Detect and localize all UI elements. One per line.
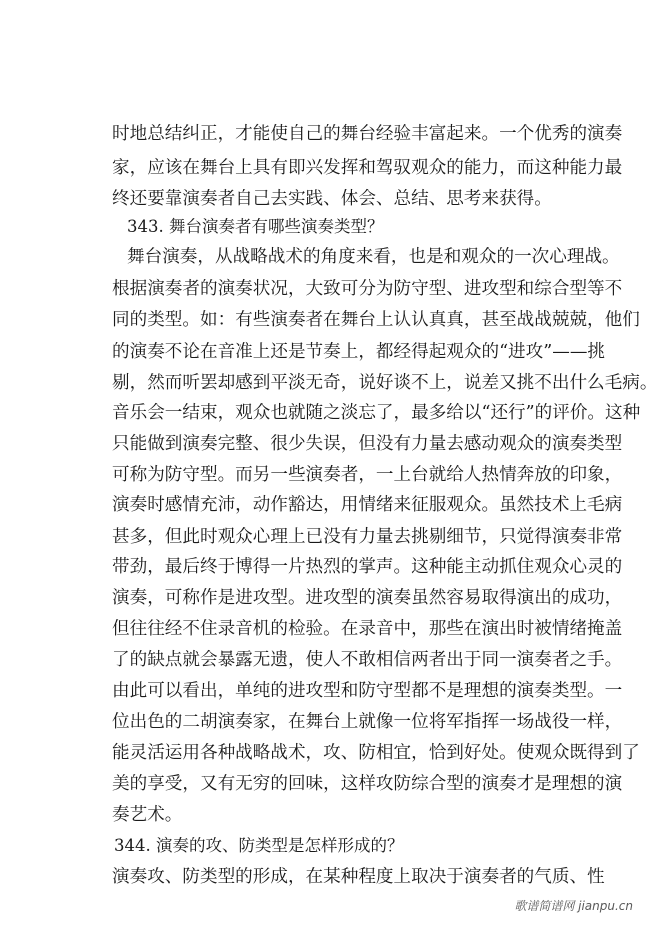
section-heading-344: 344. 演奏的攻、防类型是怎样形成的？: [114, 836, 404, 855]
text-line: 甚多，但此时观众心理上已没有力量去挑剔细节，只觉得演奏非常: [112, 527, 623, 547]
text-line: 时地总结纠正，才能使自己的舞台经验丰富起来。一个优秀的演奏: [112, 124, 623, 144]
text-line: 同的类型。如：有些演奏者在舞台上认认真真，甚至战战兢兢，他们: [112, 310, 640, 330]
text-line: 美的享受，又有无穷的回味，这样攻防综合型的演奏才是理想的演: [112, 774, 623, 794]
text-line: 演奏时感情充沛，动作豁达，用情绪来征服观众。虽然技术上毛病: [112, 495, 623, 515]
text-line: 可称为防守型。而另一些演奏者，一上台就给人热情奔放的印象，: [112, 465, 623, 485]
text-line: 奏艺术。: [112, 805, 183, 825]
text-line: 位出色的二胡演奏家，在舞台上就像一位将军指挥一场战役一样，: [112, 712, 623, 732]
section-heading-343: 343. 舞台演奏者有哪些演奏类型？: [127, 217, 384, 236]
text-line: 音乐会一结束，观众也就随之淡忘了，最多给以“还行”的评价。这种: [112, 403, 641, 423]
text-line: 家，应该在舞台上具有即兴发挥和驾驭观众的能力，而这种能力最: [112, 158, 623, 178]
text-line: 的演奏不论在音准上还是节奏上，都经得起观众的“进攻”——挑: [112, 342, 606, 362]
text-line: 但往往经不住录音机的检验。在录音中，那些在演出时被情绪掩盖: [112, 619, 623, 639]
text-line: 了的缺点就会暴露无遗，使人不敢相信两者出于同一演奏者之手。: [112, 650, 623, 670]
text-line: 由此可以看出，单纯的进攻型和防守型都不是理想的演奏类型。一: [112, 681, 623, 701]
text-line: 能灵活运用各种战略战术，攻、防相宜，恰到好处。使观众既得到了: [112, 743, 640, 763]
paragraph-first-line: 演奏攻、防类型的形成，在某种程度上取决于演奏者的气质、性: [112, 867, 605, 887]
site-watermark: 歌谱简谱网 jianpu.cn: [514, 899, 633, 913]
paragraph-first-line: 舞台演奏，从战略战术的角度来看，也是和观众的一次心理战。: [127, 247, 620, 267]
text-line: 剔，然而听罢却感到平淡无奇，说好谈不上，说差又挑不出什么毛病。: [112, 373, 657, 393]
text-line: 终还要靠演奏者自己去实践、体会、总结、思考来获得。: [112, 189, 552, 209]
text-line: 根据演奏者的演奏状况，大致可分为防守型、进攻型和综合型等不: [112, 279, 623, 299]
text-line: 演奏，可称作是进攻型。进攻型的演奏虽然容易取得演出的成功，: [112, 588, 623, 608]
text-line: 只能做到演奏完整、很少失误，但没有力量去感动观众的演奏类型: [112, 434, 623, 454]
text-line: 带劲，最后终于博得一片热烈的掌声。这种能主动抓住观众心灵的: [112, 557, 623, 577]
